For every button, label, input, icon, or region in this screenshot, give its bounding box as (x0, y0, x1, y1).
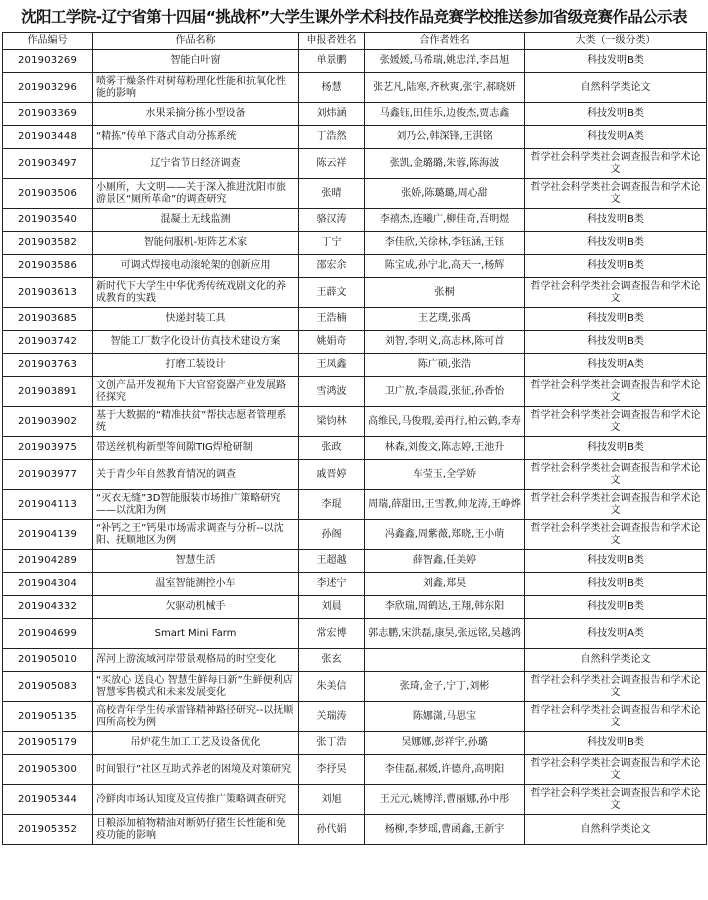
cell-applicant: 关瑞涛 (299, 702, 365, 732)
table-row (3, 550, 707, 573)
cell-code: 201903613 (3, 278, 93, 308)
table-row (3, 255, 707, 278)
cell-code: 201904289 (3, 550, 93, 573)
cell-category: 科技发明B类 (525, 550, 707, 573)
cell-work-name: 带送丝机构新型等间隙TIG焊枪研制 (93, 437, 299, 460)
cell-collaborators: 张凯,金璐璐,朱蓉,陈海波 (365, 149, 525, 179)
cell-code: 201905135 (3, 702, 93, 732)
cell-code: 201903742 (3, 331, 93, 354)
cell-work-name: 智慧生活 (93, 550, 299, 573)
table-header-row (3, 33, 707, 50)
cell-applicant: 常宏博 (299, 619, 365, 649)
table-row (3, 490, 707, 520)
cell-category: 自然科学类论文 (525, 815, 707, 845)
cell-category: 科技发明B类 (525, 573, 707, 596)
cell-code: 201904113 (3, 490, 93, 520)
cell-applicant: 张丁浩 (299, 732, 365, 755)
table-row (3, 103, 707, 126)
cell-category: 自然科学类论文 (525, 649, 707, 672)
table-row (3, 73, 707, 103)
cell-work-name: “买放心 送良心 智慧生鲜每日新”生鲜便利店智慧零售模式和未来发展变化 (93, 672, 299, 702)
table-row (3, 179, 707, 209)
cell-collaborators: 李欣瑞,周鹤达,王翔,韩东阳 (365, 596, 525, 619)
table-row (3, 232, 707, 255)
cell-applicant: 孙阁 (299, 520, 365, 550)
cell-work-name: 智能工厂数字化设计仿真技术建设方案 (93, 331, 299, 354)
cell-collaborators: 张琦,金子,宁丁,刘彬 (365, 672, 525, 702)
table-row (3, 649, 707, 672)
cell-applicant: 王薜文 (299, 278, 365, 308)
cell-work-name: 喷雾干燥条件对树莓粉理化性能和抗氧化性能的影响 (93, 73, 299, 103)
cell-collaborators: 王艺璞,张禹 (365, 308, 525, 331)
cell-category: 科技发明A类 (525, 354, 707, 377)
cell-category: 科技发明B类 (525, 596, 707, 619)
cell-collaborators (365, 649, 525, 672)
table-row (3, 785, 707, 815)
cell-applicant: 杨慧 (299, 73, 365, 103)
cell-category: 哲学社会科学类社会调查报告和学术论文 (525, 149, 707, 179)
cell-collaborators: 李佳磊,郝媛,许德舟,高明阳 (365, 755, 525, 785)
cell-category: 哲学社会科学类社会调查报告和学术论文 (525, 672, 707, 702)
cell-category: 科技发明B类 (525, 308, 707, 331)
cell-category: 哲学社会科学类社会调查报告和学术论文 (525, 377, 707, 407)
cell-collaborators: 薛智鑫,任美婷 (365, 550, 525, 573)
cell-code: 201903582 (3, 232, 93, 255)
header-code: 作品编号 (3, 33, 93, 50)
cell-applicant: 李琨 (299, 490, 365, 520)
cell-work-name: “精拣”传单下落式自动分拣系统 (93, 126, 299, 149)
cell-collaborators: 林森,刘俊文,陈志婷,王池升 (365, 437, 525, 460)
cell-code: 201903369 (3, 103, 93, 126)
cell-category: 哲学社会科学类社会调查报告和学术论文 (525, 755, 707, 785)
cell-code: 201905010 (3, 649, 93, 672)
cell-code: 201903975 (3, 437, 93, 460)
cell-work-name: 时间银行”社区互助式养老的困境及对策研究 (93, 755, 299, 785)
table-row (3, 732, 707, 755)
cell-code: 201903448 (3, 126, 93, 149)
header-applicant: 申报者姓名 (299, 33, 365, 50)
header-category: 大类（一级分类） (525, 33, 707, 50)
cell-work-name: 快递封装工具 (93, 308, 299, 331)
cell-collaborators: 周瑞,薛甜田,王雪教,帅龙涛,王峥烨 (365, 490, 525, 520)
table-row (3, 331, 707, 354)
cell-work-name: 水果采摘分拣小型设备 (93, 103, 299, 126)
table-row (3, 149, 707, 179)
table-row (3, 354, 707, 377)
cell-category: 科技发明B类 (525, 331, 707, 354)
cell-work-name: 温室智能测控小车 (93, 573, 299, 596)
cell-work-name: 智能伺服机-矩阵艺术家 (93, 232, 299, 255)
table-row (3, 755, 707, 785)
cell-applicant: 朱美信 (299, 672, 365, 702)
cell-category: 科技发明A类 (525, 126, 707, 149)
table-row (3, 126, 707, 149)
cell-work-name: 浑河上游流域河岸带景观格局的时空变化 (93, 649, 299, 672)
cell-work-name: 文创产品开发视角下大官窑瓷器产业发展路径探究 (93, 377, 299, 407)
cell-code: 201903269 (3, 50, 93, 73)
cell-code: 201905179 (3, 732, 93, 755)
cell-work-name: 高校青年学生传承雷锋精神路径研究--以抚顺四所高校为例 (93, 702, 299, 732)
cell-collaborators: 张艺凡,陆寒,齐秋爽,张宇,郝晓妍 (365, 73, 525, 103)
cell-category: 哲学社会科学类社会调查报告和学术论文 (525, 785, 707, 815)
cell-collaborators: 李佳欣,关徐林,李钰涵,王钰 (365, 232, 525, 255)
cell-applicant: 雪鸿波 (299, 377, 365, 407)
cell-collaborators: 陈娜潇,马思宝 (365, 702, 525, 732)
cell-work-name: 可调式焊接电动滚轮架的创新应用 (93, 255, 299, 278)
cell-work-name: 小厕所，大文明——关于深入推进沈阳市旅游景区“厕所革命”的调查研究 (93, 179, 299, 209)
cell-applicant: 张玄 (299, 649, 365, 672)
cell-work-name: 关于青少年自然教育情况的调查 (93, 460, 299, 490)
page-title: 沈阳工学院-辽宁省第十四届“挑战杯”大学生课外学术科技作品竞赛学校推送参加省级竞赛作品公示表 (21, 8, 687, 26)
cell-collaborators: 高维民,马俊瑕,姜再行,柏云鹤,李寿 (365, 407, 525, 437)
cell-code: 201903296 (3, 73, 93, 103)
cell-category: 科技发明B类 (525, 255, 707, 278)
cell-code: 201903763 (3, 354, 93, 377)
cell-collaborators: 张桐 (365, 278, 525, 308)
cell-collaborators: 车莹玉,全学娇 (365, 460, 525, 490)
cell-work-name: “灭衣无缝”3D智能服装市场推广策略研究 ——以沈阳为例 (93, 490, 299, 520)
cell-work-name: Smart Mini Farm (93, 619, 299, 649)
cell-category: 自然科学类论文 (525, 73, 707, 103)
table-row (3, 520, 707, 550)
cell-collaborators: 张媛媛,马希瑞,姚忠洋,李昌旭 (365, 50, 525, 73)
cell-code: 201905083 (3, 672, 93, 702)
cell-category: 哲学社会科学类社会调查报告和学术论文 (525, 520, 707, 550)
cell-category: 哲学社会科学类社会调查报告和学术论文 (525, 490, 707, 520)
cell-applicant: 王浩楠 (299, 308, 365, 331)
table-row (3, 702, 707, 732)
cell-collaborators: 刘乃公,韩深锋,王淇铭 (365, 126, 525, 149)
cell-code: 201904139 (3, 520, 93, 550)
cell-category: 哲学社会科学类社会调查报告和学术论文 (525, 278, 707, 308)
cell-collaborators: 陈宝成,孙宁北,高天一,杨辉 (365, 255, 525, 278)
table-row (3, 407, 707, 437)
table-row (3, 460, 707, 490)
cell-code: 201905344 (3, 785, 93, 815)
cell-category: 科技发明B类 (525, 437, 707, 460)
table-row (3, 278, 707, 308)
cell-category: 哲学社会科学类社会调查报告和学术论文 (525, 702, 707, 732)
cell-collaborators: 李禧杰,连曦广,柳佳奇,吾明煜 (365, 209, 525, 232)
cell-code: 201903977 (3, 460, 93, 490)
cell-code: 201903586 (3, 255, 93, 278)
table-row (3, 308, 707, 331)
cell-applicant: 王超越 (299, 550, 365, 573)
table-body (3, 50, 707, 845)
cell-collaborators: 卫广敖,李晨霞,张征,孙香怡 (365, 377, 525, 407)
cell-category: 科技发明A类 (525, 619, 707, 649)
cell-work-name: 新时代下大学生中华优秀传统戏剧文化的养成教育的实践 (93, 278, 299, 308)
cell-applicant: 王凤鑫 (299, 354, 365, 377)
cell-applicant: 张晴 (299, 179, 365, 209)
cell-applicant: 李述宁 (299, 573, 365, 596)
cell-code: 201903902 (3, 407, 93, 437)
cell-collaborators: 马鑫钰,田佳乐,边俊杰,贾志鑫 (365, 103, 525, 126)
table-row (3, 815, 707, 845)
cell-applicant: 戚晋婷 (299, 460, 365, 490)
cell-collaborators: 冯鑫鑫,周紫薇,郑晓,王小萌 (365, 520, 525, 550)
cell-work-name: 日粮添加植物精油对断奶仔猪生长性能和免疫功能的影响 (93, 815, 299, 845)
table-row (3, 437, 707, 460)
cell-applicant: 孙代娟 (299, 815, 365, 845)
cell-code: 201904699 (3, 619, 93, 649)
cell-applicant: 刘旭 (299, 785, 365, 815)
cell-code: 201904304 (3, 573, 93, 596)
cell-category: 科技发明B类 (525, 209, 707, 232)
cell-applicant: 张政 (299, 437, 365, 460)
table-row (3, 619, 707, 649)
cell-code: 201903540 (3, 209, 93, 232)
cell-work-name: 冷鲜肉市场认知度及宣传推广策略调查研究 (93, 785, 299, 815)
cell-collaborators: 吴娜娜,彭祥宇,孙璐 (365, 732, 525, 755)
cell-category: 科技发明B类 (525, 50, 707, 73)
header-work-name: 作品名称 (93, 33, 299, 50)
cell-applicant: 丁宁 (299, 232, 365, 255)
cell-code: 201903891 (3, 377, 93, 407)
cell-code: 201904332 (3, 596, 93, 619)
cell-code: 201903685 (3, 308, 93, 331)
table-row (3, 377, 707, 407)
cell-category: 哲学社会科学类社会调查报告和学术论文 (525, 407, 707, 437)
cell-applicant: 陈云祥 (299, 149, 365, 179)
cell-code: 201905352 (3, 815, 93, 845)
cell-collaborators: 张娇,陈璐璐,周心甜 (365, 179, 525, 209)
cell-collaborators: 王元元,姚博洋,曹丽娜,孙中彤 (365, 785, 525, 815)
cell-applicant: 单景鹏 (299, 50, 365, 73)
cell-applicant: 邵宏余 (299, 255, 365, 278)
cell-applicant: 骆汉涛 (299, 209, 365, 232)
cell-applicant: 刘炜涵 (299, 103, 365, 126)
cell-collaborators: 杨柳,李梦瑶,曹函鑫,王新宇 (365, 815, 525, 845)
cell-category: 科技发明B类 (525, 103, 707, 126)
cell-code: 201903497 (3, 149, 93, 179)
table-row (3, 672, 707, 702)
cell-applicant: 李抒昊 (299, 755, 365, 785)
header-collaborators: 合作者姓名 (365, 33, 525, 50)
table-row (3, 50, 707, 73)
cell-code: 201903506 (3, 179, 93, 209)
cell-work-name: 混凝土无线监测 (93, 209, 299, 232)
cell-applicant: 刘晨 (299, 596, 365, 619)
cell-category: 科技发明B类 (525, 232, 707, 255)
works-table (2, 32, 707, 845)
cell-work-name: 欠驱动机械手 (93, 596, 299, 619)
cell-work-name: 吊炉花生加工工艺及设备优化 (93, 732, 299, 755)
cell-category: 哲学社会科学类社会调查报告和学术论文 (525, 179, 707, 209)
cell-category: 哲学社会科学类社会调查报告和学术论文 (525, 460, 707, 490)
cell-work-name: 基于大数据的“精准扶贫”帮扶志愿者管理系统 (93, 407, 299, 437)
cell-work-name: 辽宁省节日经济调查 (93, 149, 299, 179)
cell-collaborators: 刘智,李明义,高志林,陈可首 (365, 331, 525, 354)
cell-applicant: 丁浩然 (299, 126, 365, 149)
table-row (3, 209, 707, 232)
cell-collaborators: 陈广硕,张浩 (365, 354, 525, 377)
cell-work-name: 打磨工装设计 (93, 354, 299, 377)
cell-collaborators: 郭志鹏,宋洪磊,康昊,张远铭,吴越鸿 (365, 619, 525, 649)
table-row (3, 596, 707, 619)
cell-work-name: 智能白叶窗 (93, 50, 299, 73)
cell-applicant: 姚娟奇 (299, 331, 365, 354)
cell-code: 201905300 (3, 755, 93, 785)
cell-work-name: “补钙之王”钙果市场需求调查与分析--以沈阳、抚顺地区为例 (93, 520, 299, 550)
table-row (3, 573, 707, 596)
cell-collaborators: 刘鑫,郑昊 (365, 573, 525, 596)
cell-category: 科技发明B类 (525, 732, 707, 755)
cell-applicant: 梁钧林 (299, 407, 365, 437)
